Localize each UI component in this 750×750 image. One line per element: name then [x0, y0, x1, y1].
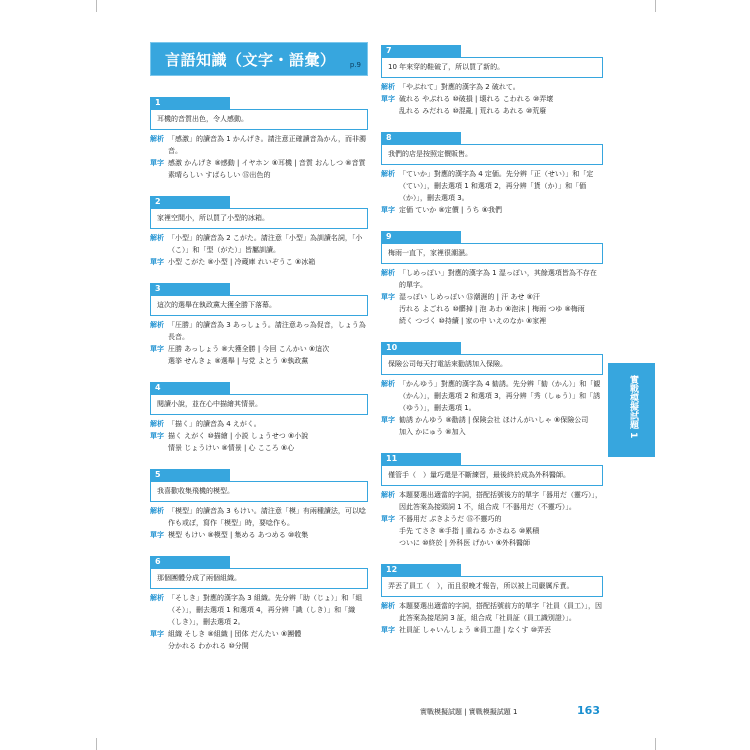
vocab-label: 單字 — [150, 630, 164, 638]
section-title: 言語知識（文字・語彙） — [165, 51, 336, 69]
vocab-line: 感激 かんげき ⑧感動 | イヤホン ⑧耳機 | 音質 おんしつ ⑧音質 — [168, 159, 366, 167]
vocab-line: 乱れる みだれる ⑩混亂 | 荒れる あれる ⑩荒廢 — [399, 107, 547, 115]
vocab-list — [399, 513, 603, 549]
explain-label: 解析 — [381, 380, 395, 388]
vocab-line: 模型 もけい ⑧模型 | 集める あつめる ⑩收集 — [168, 531, 309, 539]
section-header — [150, 42, 368, 76]
left-column — [150, 38, 368, 652]
vocab-label: 單字 — [150, 432, 164, 440]
question-number: 3 — [150, 283, 230, 295]
question-block — [381, 125, 603, 216]
explain-label: 解析 — [150, 420, 164, 428]
question-number: 5 — [150, 469, 230, 481]
vocab-label: 單字 — [381, 206, 395, 214]
vocab-list — [168, 628, 368, 652]
explain-label: 解析 — [381, 602, 395, 610]
answer-section — [381, 600, 603, 636]
question-number: 10 — [381, 342, 461, 354]
explain-label: 解析 — [381, 170, 395, 178]
question-block — [150, 90, 368, 181]
side-tab-label: 實戰模擬試題 1 — [628, 375, 638, 439]
vocab-list — [399, 291, 603, 327]
vocab-list — [399, 204, 603, 216]
question-number: 8 — [381, 132, 461, 144]
question-sentence: 這次的選舉在執政黨大獲全勝下落幕。 — [150, 295, 368, 316]
explain-label: 解析 — [381, 83, 395, 91]
vocab-line: 組織 そしき ⑧組織 | 団体 だんたい ⑧團體 — [168, 630, 302, 638]
answer-section — [381, 81, 603, 117]
answer-section — [381, 267, 603, 327]
question-sentence: 家裡空間小，所以買了小型的冰箱。 — [150, 208, 368, 229]
question-sentence: 弄丟了員工（ ），而且很晚才報告，所以被上司嚴厲斥責。 — [381, 576, 603, 597]
vocab-label: 單字 — [150, 345, 164, 353]
answer-section — [150, 592, 368, 652]
question-sentence: 我喜歡收集飛機的模型。 — [150, 481, 368, 502]
explanation-text: 「描く」的讀音為 4 えがく。 — [168, 420, 261, 428]
page-number: 163 — [577, 704, 600, 717]
explanation-text: 「圧勝」的讀音為 3 あっしょう。請注意あっ為促音，しょう為長音。 — [168, 321, 366, 341]
question-sentence: 僅管手（ ）量巧還是不斷練習，最後終於成為外科醫師。 — [381, 465, 603, 486]
question-sentence: 梅雨一直下，家裡很潮濕。 — [381, 243, 603, 264]
question-number: 6 — [150, 556, 230, 568]
answer-section — [381, 168, 603, 216]
vocab-line: 湿っぽい しめっぽい ⑮潮濕的 | 汗 あせ ⑧汗 — [399, 293, 540, 301]
explanation-text: 「そしき」對應的漢字為 3 組織。先分辨「助（じょ）」和「組（そ）」，刪去選項 1 和選項 4，再分辨「識（しき）」和「織（しき）」，刪去選項 2。 — [168, 594, 363, 626]
vocab-list — [168, 343, 368, 367]
vocab-line: 加入 かにゅう ⑧加入 — [399, 428, 466, 436]
question-number: 11 — [381, 453, 461, 465]
question-block — [381, 446, 603, 549]
vocab-label: 單字 — [381, 626, 395, 634]
vocab-line: 情景 じょうけい ⑧情景 | 心 こころ ⑧心 — [168, 444, 295, 452]
question-block — [150, 375, 368, 454]
vocab-line: 素晴らしい すばらしい ⑮出色的 — [168, 171, 271, 179]
vocab-line: ついに ⑩終於 | 外科医 げかい ⑧外科醫師 — [399, 539, 531, 547]
question-block — [150, 549, 368, 652]
vocab-line: 分かれる わかれる ⑩分開 — [168, 642, 249, 650]
explanation-text: 「しめっぽい」對應的漢字為 1 湿っぽい，其餘選項皆為不存在的單字。 — [399, 269, 597, 289]
page-footer — [420, 704, 600, 718]
vocab-line: 小型 こがた ⑧小型 | 冷蔵庫 れいぞうこ ⑧冰箱 — [168, 258, 316, 266]
vocab-list — [399, 624, 603, 636]
explain-label: 解析 — [381, 491, 395, 499]
vocab-line: 手先 てさき ⑧手指 | 重ねる かさねる ⑩累積 — [399, 527, 540, 535]
vocab-list — [168, 430, 368, 454]
explain-label: 解析 — [150, 321, 164, 329]
vocab-line: 圧勝 あっしょう ⑧大獲全勝 | 今回 こんかい ⑧這次 — [168, 345, 330, 353]
question-block — [150, 462, 368, 541]
vocab-line: 勧誘 かんゆう ⑧勸誘 | 保険会社 ほけんがいしゃ ⑧保險公司 — [399, 416, 589, 424]
explanation-text: 「模型」的讀音為 3 もけい。請注意「模」有兩種讀法，可以唸作も或ぼ，寫作「模型」時，要唸作も。 — [168, 507, 366, 527]
vocab-label: 單字 — [381, 293, 395, 301]
answer-section — [150, 418, 368, 454]
question-number: 1 — [150, 97, 230, 109]
vocab-line: 描く えがく ⑩描繪 | 小説 しょうせつ ⑧小說 — [168, 432, 309, 440]
question-list-right — [381, 38, 603, 636]
question-block — [150, 189, 368, 268]
question-block — [381, 38, 603, 117]
explanation-text: 本題要選出適當的字詞，搭配括號後方的單字「器用だ（靈巧）」，因此答案為接頭詞 1 不，組合成「不器用だ（不靈巧）」。 — [399, 491, 602, 511]
question-number: 7 — [381, 45, 461, 57]
answer-section — [381, 378, 603, 438]
question-sentence: 那個團體分成了兩個組織。 — [150, 568, 368, 589]
explain-label: 解析 — [150, 594, 164, 602]
answer-section — [150, 232, 368, 268]
explain-label: 解析 — [381, 269, 395, 277]
explanation-text: 「ていか」對應的漢字為 4 定価。先分辨「正（せい）」和「定（てい）」，刪去選項 1 和選項 2，再分辨「貨（か）」和「価（か）」，刪去選項 3。 — [399, 170, 594, 202]
question-number: 12 — [381, 564, 461, 576]
vocab-line: 選挙 せんきょ ⑧選舉 | 与党 よとう ⑧執政黨 — [168, 357, 309, 365]
vocab-list — [399, 93, 603, 117]
right-column — [381, 38, 603, 636]
explain-label: 解析 — [150, 234, 164, 242]
crop-mark — [655, 0, 656, 12]
vocab-label: 單字 — [150, 258, 164, 266]
vocab-label: 單字 — [150, 159, 164, 167]
answer-section — [150, 133, 368, 181]
question-list-left — [150, 90, 368, 652]
answer-section — [150, 319, 368, 367]
question-block — [381, 224, 603, 327]
vocab-label: 單字 — [150, 531, 164, 539]
question-block — [150, 276, 368, 367]
vocab-line: 不器用だ ぶきようだ ⑮不靈巧的 — [399, 515, 502, 523]
question-sentence: 10 年來穿的鞋破了，所以買了新的。 — [381, 57, 603, 78]
vocab-line: 定価 ていか ⑧定價 | うち ⑧我們 — [399, 206, 503, 214]
vocab-line: 社員証 しゃいんしょう ⑧員工證 | なくす ⑩弄丟 — [399, 626, 552, 634]
question-number: 4 — [150, 382, 230, 394]
question-sentence: 耳機的音質出色，令人感動。 — [150, 109, 368, 130]
explanation-text: 「かんゆう」對應的漢字為 4 勧誘。先分辨「勧（かん）」和「観（かん）」，刪去選項 2 和選項 3，再分辨「秀（しゅう）」和「誘（ゆう）」，刪去選項 1。 — [399, 380, 601, 412]
chapter-side-tab — [608, 363, 655, 457]
vocab-list — [168, 529, 368, 541]
question-block — [381, 557, 603, 636]
vocab-label: 單字 — [381, 416, 395, 424]
crop-mark — [96, 738, 97, 750]
footer-text: 實戰模擬試題 | 實戰模擬試題 1 — [420, 708, 518, 716]
question-sentence: 我們的店是按照定價販售。 — [381, 144, 603, 165]
explanation-text: 本題要選出適當的字詞，搭配括號前方的單字「社員（員工）」，因此答案為接尾詞 3 証，組合成「社員証（員工識別證）」。 — [399, 602, 602, 622]
crop-mark — [96, 0, 97, 12]
vocab-list — [168, 157, 368, 181]
vocab-label: 單字 — [381, 515, 395, 523]
vocab-list — [399, 414, 603, 438]
explanation-text: 「小型」的讀音為 2 こがた。請注意「小型」為訓讀名詞，「小（こ）」和「型（がた）」皆屬訓讀。 — [168, 234, 363, 254]
question-sentence: 保險公司每天打電話來勸誘加入保險。 — [381, 354, 603, 375]
question-block — [381, 335, 603, 438]
question-sentence: 閱讀小說，並在心中描繪其情景。 — [150, 394, 368, 415]
vocab-line: 汚れる よごれる ⑩髒掉 | 泡 あわ ⑧泡沫 | 梅雨 つゆ ⑧梅雨 — [399, 305, 585, 313]
explain-label: 解析 — [150, 135, 164, 143]
explanation-text: 「感激」的讀音為 1 かんげき。請注意正確讀音為かん，而非濁音。 — [168, 135, 367, 155]
vocab-line: 続く つづく ⑩持續 | 家の中 いえのなか ⑧家裡 — [399, 317, 547, 325]
vocab-label: 單字 — [381, 95, 395, 103]
explanation-text: 「やぶれて」對應的漢字為 2 破れて。 — [399, 83, 520, 91]
vocab-list — [168, 256, 368, 268]
answer-section — [381, 489, 603, 549]
vocab-line: 破れる やぶれる ⑩破損 | 壊れる こわれる ⑩弄壞 — [399, 95, 554, 103]
answer-section — [150, 505, 368, 541]
crop-mark — [655, 738, 656, 750]
question-number: 2 — [150, 196, 230, 208]
page-reference: p.9 — [349, 61, 361, 69]
question-number: 9 — [381, 231, 461, 243]
explain-label: 解析 — [150, 507, 164, 515]
